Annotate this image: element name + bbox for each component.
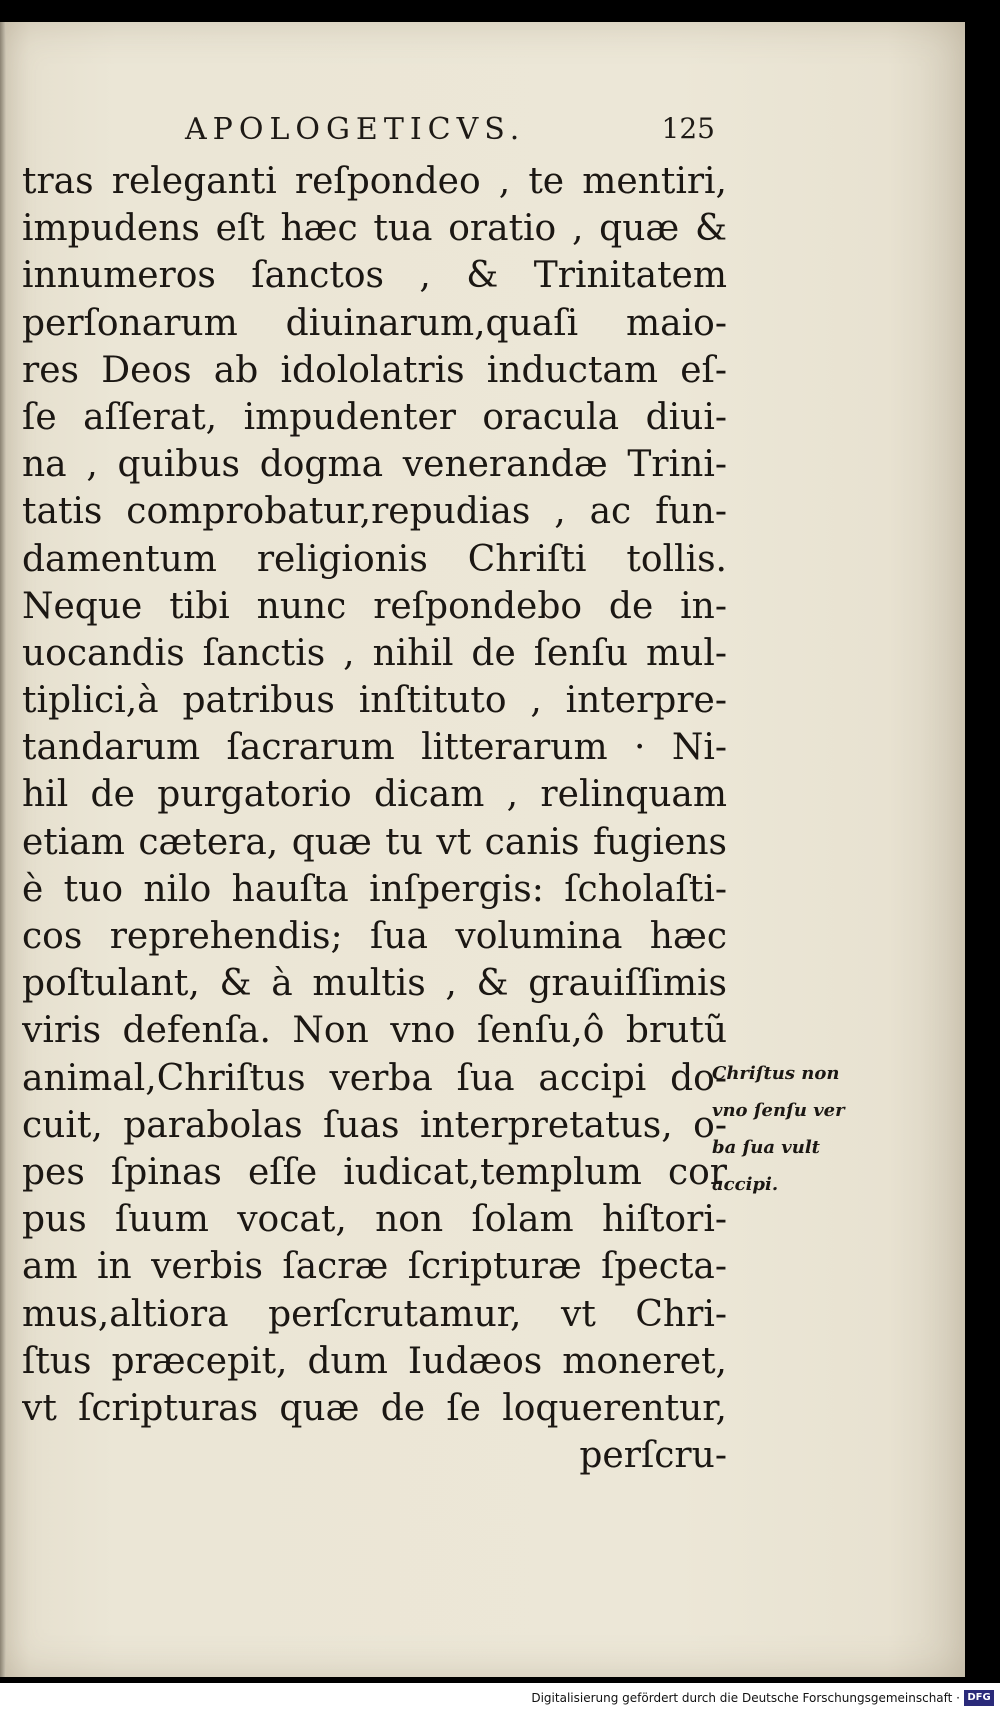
text-line: am in verbis ſacræ ſcripturæ ſpecta- xyxy=(22,1246,727,1288)
text-line: Neque tibi nunc reſpondebo de in- xyxy=(22,585,727,627)
text-line: uocandis ſanctis , nihil de ſenſu mul- xyxy=(22,632,727,674)
text-line: cuit, parabolas ſuas interpretatus, o- xyxy=(22,1104,727,1146)
marginal-note xyxy=(712,1055,877,1203)
text-line: cos reprehendis; ſua volumina hæc xyxy=(22,916,727,957)
text-line: impudens eſt hæc tua oratio , quæ & xyxy=(22,208,727,250)
text-line: mus,altiora perſcrutamur, vt Chri- xyxy=(22,1293,727,1335)
text-line: poſtulant, & à multis , & grauiſſimis xyxy=(22,963,727,1005)
text-line: tatis comprobatur,repudias , ac fun- xyxy=(22,491,727,533)
text-line: ſe aſſerat, impudenter oracula diui- xyxy=(22,396,727,438)
text-line: viris defenſa. Non vno ſenſu,ô brutũ xyxy=(22,1010,727,1052)
running-header xyxy=(185,112,715,152)
running-title: APOLOGETICVS. xyxy=(185,112,526,147)
funding-credit: Digitalisierung gefördert durch die Deutsche Forschungsgemeinschaft · xyxy=(531,1691,960,1705)
text-line: pes ſpinas eſſe iudicat,templum cor xyxy=(22,1151,727,1193)
text-line: tandarum ſacrarum litterarum · Ni- xyxy=(22,727,727,769)
text-line: ſtus præcepit, dum Iudæos moneret, xyxy=(22,1340,727,1382)
marginal-note-line: vno ſenſu ver xyxy=(712,1100,845,1121)
text-line: pus ſuum vocat, non ſolam hiſtori- xyxy=(22,1199,727,1241)
marginal-note-line: accipi. xyxy=(712,1174,779,1195)
marginal-note-line: ba ſua vult xyxy=(712,1137,820,1158)
text-line: hil de purgatorio dicam , relinquam xyxy=(22,774,727,816)
text-line: res Deos ab idololatris inductam eſ- xyxy=(22,349,727,391)
dfg-logo: DFG xyxy=(964,1690,994,1706)
text-line: vt ſcripturas quæ de ſe loquerentur, xyxy=(22,1387,727,1429)
marginal-note-line: Chriſtus non xyxy=(712,1063,840,1084)
page-edge xyxy=(0,22,6,1677)
text-line: tras releganti reſpondeo , te mentiri, xyxy=(22,161,727,202)
page-number: 125 xyxy=(661,112,715,145)
text-line: etiam cætera, quæ tu vt canis fugiens xyxy=(22,821,727,863)
scan-border xyxy=(965,0,1000,1715)
text-line: è tuo nilo hauſta inſpergis: ſcholaſti- xyxy=(22,868,727,910)
catchword: perſcru- xyxy=(579,1435,727,1477)
text-line: na , quibus dogma venerandæ Trini- xyxy=(22,444,727,486)
text-line: animal,Chriſtus verba ſua accipi do- xyxy=(22,1057,727,1099)
text-line: damentum religionis Chriſti tollis. xyxy=(22,538,727,580)
text-line: perſonarum diuinarum,quaſi maio- xyxy=(22,302,727,344)
footer-bar xyxy=(0,1683,1000,1715)
text-line: tiplici,à patribus inſtituto , interpre- xyxy=(22,680,727,722)
text-line: innumeros ſanctos , & Trinitatem xyxy=(22,255,727,297)
main-text-block xyxy=(22,158,727,1479)
